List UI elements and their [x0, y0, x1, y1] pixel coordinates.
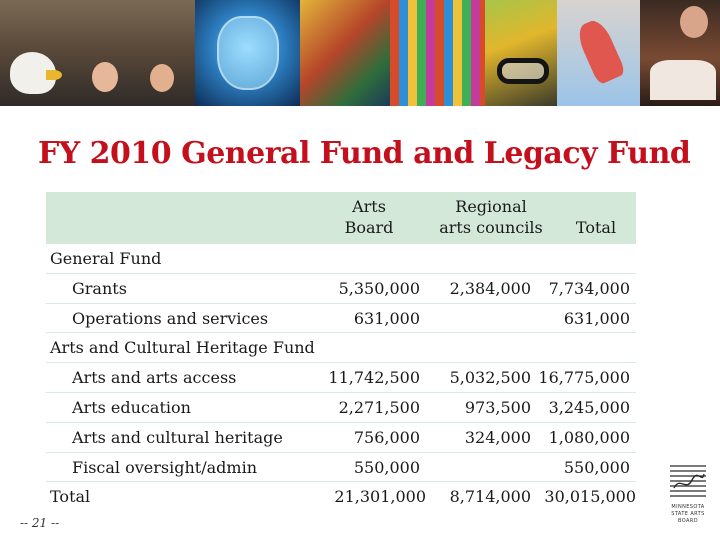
- row-label: Arts and Cultural Heritage Fund: [50, 338, 315, 358]
- eyeglasses-shape: [497, 58, 549, 84]
- row-label: Fiscal oversight/admin: [72, 457, 257, 477]
- abstract-painting-photo: [300, 0, 390, 106]
- page-number: -- 21 --: [20, 516, 60, 530]
- arts-board-value: 756,000: [353, 427, 420, 447]
- row-label: General Fund: [50, 249, 162, 268]
- table-total-row: [46, 482, 636, 512]
- row-label: Arts and cultural heritage: [72, 427, 283, 447]
- table-row: [46, 333, 636, 363]
- logo-text-line2: STATE ARTS BOARD: [671, 511, 705, 524]
- table-row: [46, 423, 636, 453]
- mask-face-shape: [217, 16, 279, 90]
- arts-board-value: 5,350,000: [338, 278, 420, 298]
- actor-body-shape: [650, 60, 716, 100]
- table-row: [46, 393, 636, 423]
- leaping-dancer-photo: [557, 0, 640, 106]
- colored-tubes-sculpture-photo: [390, 0, 485, 106]
- header-arts-board-line2: Board: [344, 218, 394, 237]
- table-row: [46, 274, 636, 304]
- table-header-row: [46, 192, 636, 244]
- arts-board-value: 11,742,500: [328, 368, 420, 388]
- header-regional-line1: Regional: [455, 197, 527, 216]
- row-label: Grants: [72, 278, 127, 298]
- dancer-face-shape: [92, 62, 118, 92]
- funding-table: [46, 192, 636, 512]
- header-arts-board-line1: Arts: [352, 197, 386, 216]
- actor-face-shape: [680, 6, 708, 38]
- table-row: [46, 244, 636, 274]
- row-label: Arts and arts access: [72, 368, 237, 388]
- header-total: Total: [575, 218, 617, 237]
- total-value: 3,245,000: [548, 397, 630, 417]
- eyeglasses-art-photo: [485, 0, 557, 106]
- total-value: 550,000: [563, 457, 630, 477]
- regional-value: 2,384,000: [449, 278, 531, 298]
- arts-board-value: 21,301,000: [334, 487, 426, 507]
- eagle-beak-shape: [46, 70, 62, 80]
- regional-value: 8,714,000: [449, 487, 531, 507]
- dancer-figure-shape: [574, 17, 627, 86]
- total-value: 7,734,000: [548, 278, 630, 298]
- logo-text: [666, 504, 710, 525]
- logo-text-line1: MINNESOTA: [671, 504, 705, 510]
- slide-title: FY 2010 General Fund and Legacy Fund: [38, 136, 691, 171]
- header-regional: [426, 196, 556, 238]
- total-value: 30,015,000: [544, 487, 636, 507]
- eagle-and-dancers-photo: [0, 0, 195, 106]
- arts-board-value: 2,271,500: [338, 397, 420, 417]
- arts-board-value: 550,000: [353, 457, 420, 477]
- stage-actors-photo: [640, 0, 720, 106]
- arts-board-value: 631,000: [353, 308, 420, 328]
- regional-value: 324,000: [464, 427, 531, 447]
- total-value: 1,080,000: [548, 427, 630, 447]
- dancer-face-shape: [150, 64, 174, 92]
- header-regional-line2: arts councils: [439, 218, 543, 237]
- regional-value: 5,032,500: [449, 368, 531, 388]
- photo-banner: [0, 0, 720, 106]
- arts-board-logo: [666, 462, 710, 528]
- row-label: Total: [50, 487, 91, 507]
- row-label: Operations and services: [72, 308, 269, 328]
- table-row: [46, 304, 636, 334]
- regional-value: 973,500: [464, 397, 531, 417]
- total-value: 631,000: [563, 308, 630, 328]
- glass-mask-sculpture-photo: [195, 0, 300, 106]
- logo-staff-icon: [668, 462, 708, 500]
- table-row: [46, 363, 636, 393]
- header-arts-board: [318, 196, 420, 238]
- row-label: Arts education: [72, 397, 191, 417]
- total-value: 16,775,000: [538, 368, 630, 388]
- table-row: [46, 453, 636, 483]
